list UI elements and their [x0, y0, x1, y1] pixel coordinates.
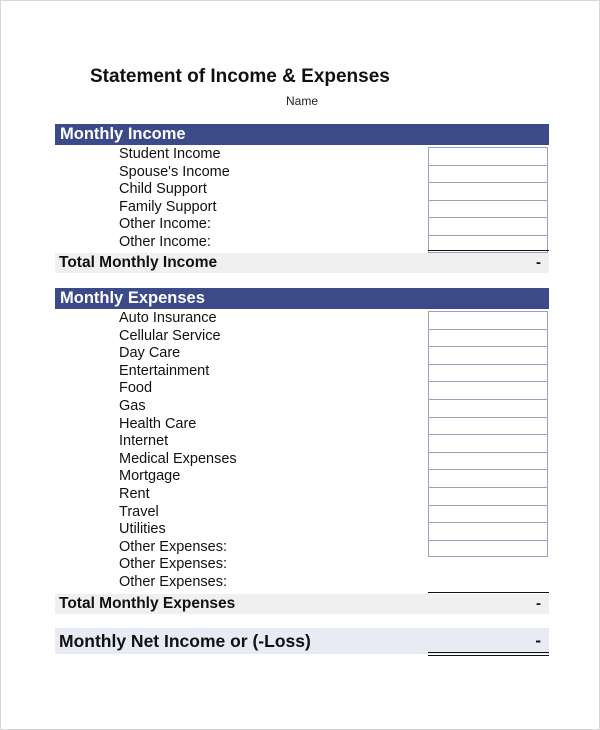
income-item-label: Student Income	[119, 146, 221, 162]
income-item-label: Family Support	[119, 198, 217, 215]
total-income-row	[55, 253, 549, 273]
income-item-label: Other Income:	[119, 234, 211, 250]
expenses-amount-field[interactable]	[428, 329, 548, 347]
expenses-amount-field[interactable]	[428, 469, 548, 487]
expenses-total-rule	[428, 592, 549, 593]
expenses-item-label: Entertainment	[119, 362, 210, 379]
expenses-amount-field[interactable]	[428, 311, 548, 329]
expenses-item-label: Gas	[119, 398, 146, 414]
net-income-label: Monthly Net Income or (-Loss)	[59, 631, 311, 651]
income-amount-field[interactable]	[428, 182, 548, 200]
expenses-item-label: Health Care	[119, 415, 197, 432]
income-item-label: Other Income:	[119, 216, 211, 233]
expenses-amount-field[interactable]	[428, 452, 548, 470]
expenses-item-label: Other Expenses:	[119, 556, 227, 573]
expenses-item-label: Auto Insurance	[119, 310, 217, 326]
total-expenses-label: Total Monthly Expenses	[59, 595, 236, 612]
net-double-rule-2	[428, 655, 549, 656]
expenses-item-label: Day Care	[119, 345, 181, 362]
expenses-section-header: Monthly Expenses	[55, 288, 549, 309]
income-amount-field[interactable]	[428, 147, 548, 165]
total-expenses-value: -	[536, 595, 541, 612]
document-title: Statement of Income & Expenses	[90, 66, 390, 87]
income-amount-field[interactable]	[428, 165, 548, 183]
income-item-label: Spouse's Income	[119, 163, 230, 180]
expenses-amount-field[interactable]	[428, 364, 548, 382]
expenses-amount-field[interactable]	[428, 346, 548, 364]
net-double-rule-1	[428, 652, 549, 653]
expenses-item-label: Other Expenses:	[119, 574, 227, 590]
name-label: Name	[286, 94, 319, 108]
income-item-label: Child Support	[119, 181, 207, 198]
expenses-item-label: Internet	[119, 433, 169, 450]
expenses-amount-field[interactable]	[428, 505, 548, 523]
expenses-amount-field[interactable]	[428, 522, 548, 540]
income-total-rule	[428, 250, 549, 251]
expenses-item-label: Mortgage	[119, 468, 181, 485]
expenses-amount-field[interactable]	[428, 381, 548, 399]
income-amount-field[interactable]	[428, 200, 548, 218]
expenses-amount-field[interactable]	[428, 417, 548, 435]
net-income-row	[55, 628, 549, 654]
expenses-item-label: Cellular Service	[119, 327, 221, 344]
expenses-amount-field[interactable]	[428, 540, 548, 558]
expenses-item-label: Medical Expenses	[119, 450, 237, 467]
total-expenses-row	[55, 594, 549, 614]
income-section-header: Monthly Income	[55, 124, 549, 145]
expenses-item-label: Food	[119, 380, 153, 397]
net-income-value: -	[535, 631, 541, 650]
income-amount-field[interactable]	[428, 217, 548, 235]
expenses-amount-field[interactable]	[428, 487, 548, 505]
expenses-amount-field[interactable]	[428, 434, 548, 452]
expenses-amount-field[interactable]	[428, 399, 548, 417]
total-income-label: Total Monthly Income	[59, 254, 218, 271]
expenses-item-label: Rent	[119, 486, 150, 502]
expenses-item-label: Utilities	[119, 521, 166, 538]
expenses-item-label: Travel	[119, 503, 159, 520]
total-income-value: -	[536, 254, 541, 271]
expenses-item-label: Other Expenses:	[119, 538, 227, 555]
